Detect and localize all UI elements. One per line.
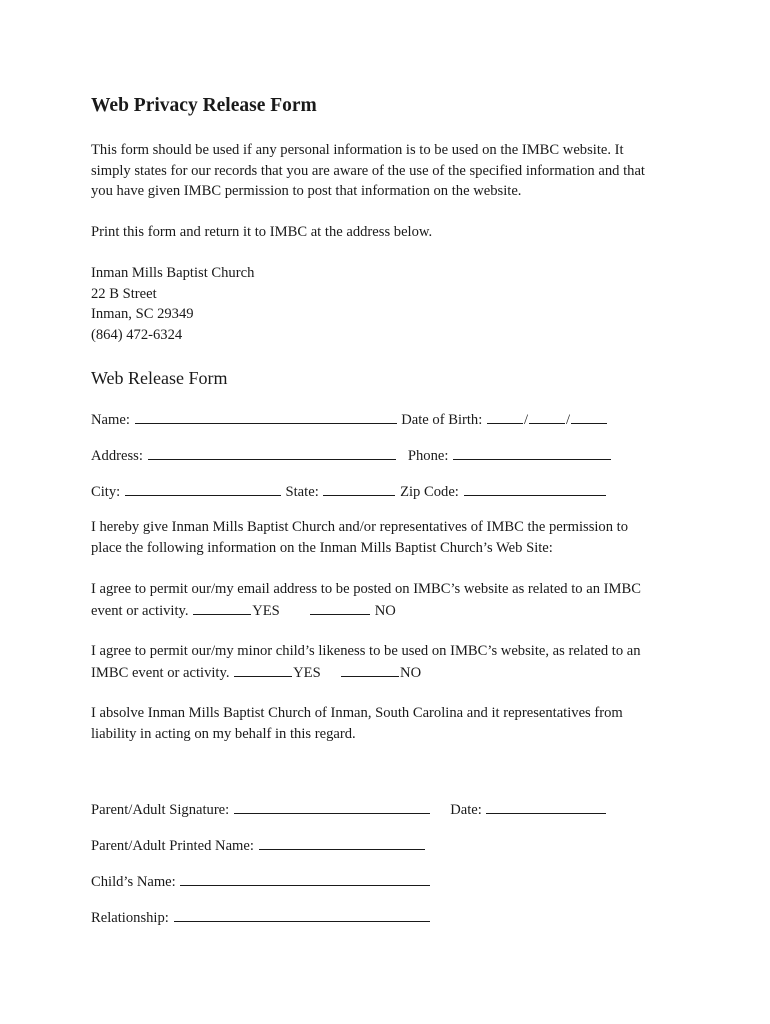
city-state-zip-row [91,481,607,503]
child-no-label: NO [400,664,422,681]
print-instruction: Print this form and return it to IMBC at the address below. [91,224,433,240]
address-field[interactable] [148,445,396,460]
phone-field[interactable] [453,445,611,460]
name-label: Name: [91,412,130,428]
permission-paragraph [91,517,628,558]
city-field[interactable] [125,481,281,496]
church-phone: (864) 472-6324 [91,326,183,343]
church-street: 22 B Street [91,285,157,302]
signature-row [91,799,607,821]
permission-line: place the following information on the Inman Mills Baptist Church’s Web Site: [91,539,553,556]
absolve-line: I absolve Inman Mills Baptist Church of Inman, South Carolina and it representatives from [91,705,623,721]
date-label: Date: [450,802,482,818]
relationship-row [91,907,431,929]
child-yes-label: YES [293,664,321,681]
absolve-line: liability in acting on my behalf in this regard. [91,725,356,742]
email-agreement [91,579,641,621]
dob-label: Date of Birth: [401,412,483,428]
address-phone-row [91,445,612,467]
date-field[interactable] [486,799,606,814]
email-agreement-text: event or activity. [91,602,189,619]
zip-field[interactable] [464,481,606,496]
child-agreement-choices [91,662,641,684]
form-title: Web Privacy Release Form [91,95,317,116]
email-no-label: NO [374,602,396,619]
intro-line: simply states for our records that you are aware of the use of the specified information and that [91,162,645,179]
signature-field[interactable] [234,799,430,814]
child-likeness-agreement [91,641,641,683]
email-no-field[interactable] [310,600,370,615]
church-name: Inman Mills Baptist Church [91,265,255,281]
child-agreement-text: IMBC event or activity. [91,664,230,681]
address-label: Address: [91,448,143,464]
child-name-label: Child’s Name: [91,874,176,890]
permission-line: I hereby give Inman Mills Baptist Church and/or representatives of IMBC the permission to [91,519,629,535]
state-label: State: [285,484,319,500]
email-yes-field[interactable] [193,600,251,615]
child-yes-field[interactable] [234,662,292,677]
signature-label: Parent/Adult Signature: [91,802,230,818]
child-no-field[interactable] [341,662,399,677]
printed-name-field[interactable] [259,835,425,850]
dob-separator: / [566,412,571,428]
printed-name-row [91,835,426,857]
email-yes-label: YES [252,602,280,619]
name-field[interactable] [135,409,397,424]
child-agreement-text: I agree to permit our/my minor child’s likeness to be used on IMBC’s website, as related to an [91,643,641,659]
state-field[interactable] [323,481,395,496]
dob-month-field[interactable] [487,409,523,424]
church-city-state-zip: Inman, SC 29349 [91,306,194,322]
printed-name-label: Parent/Adult Printed Name: [91,838,254,854]
church-address-block [91,263,254,345]
child-name-field[interactable] [180,871,430,886]
phone-label: Phone: [407,448,449,464]
dob-day-field[interactable] [529,409,565,424]
intro-line: This form should be used if any personal information is to be used on the IMBC website. It [91,142,624,158]
email-agreement-text: I agree to permit our/my email address to be posted on IMBC’s website as related to an IMBC [91,581,641,597]
intro-line: you have given IMBC permission to post that information on the website. [91,183,522,199]
absolve-paragraph [91,703,623,744]
zip-label: Zip Code: [400,484,459,500]
dob-year-field[interactable] [571,409,607,424]
relationship-label: Relationship: [91,910,169,926]
dob-separator: / [523,412,528,428]
name-dob-row [91,409,608,431]
child-name-row [91,871,431,893]
email-agreement-choices [91,600,641,622]
intro-paragraph [91,140,645,202]
city-label: City: [91,484,121,500]
section-title: Web Release Form [91,368,228,388]
relationship-field[interactable] [174,907,430,922]
